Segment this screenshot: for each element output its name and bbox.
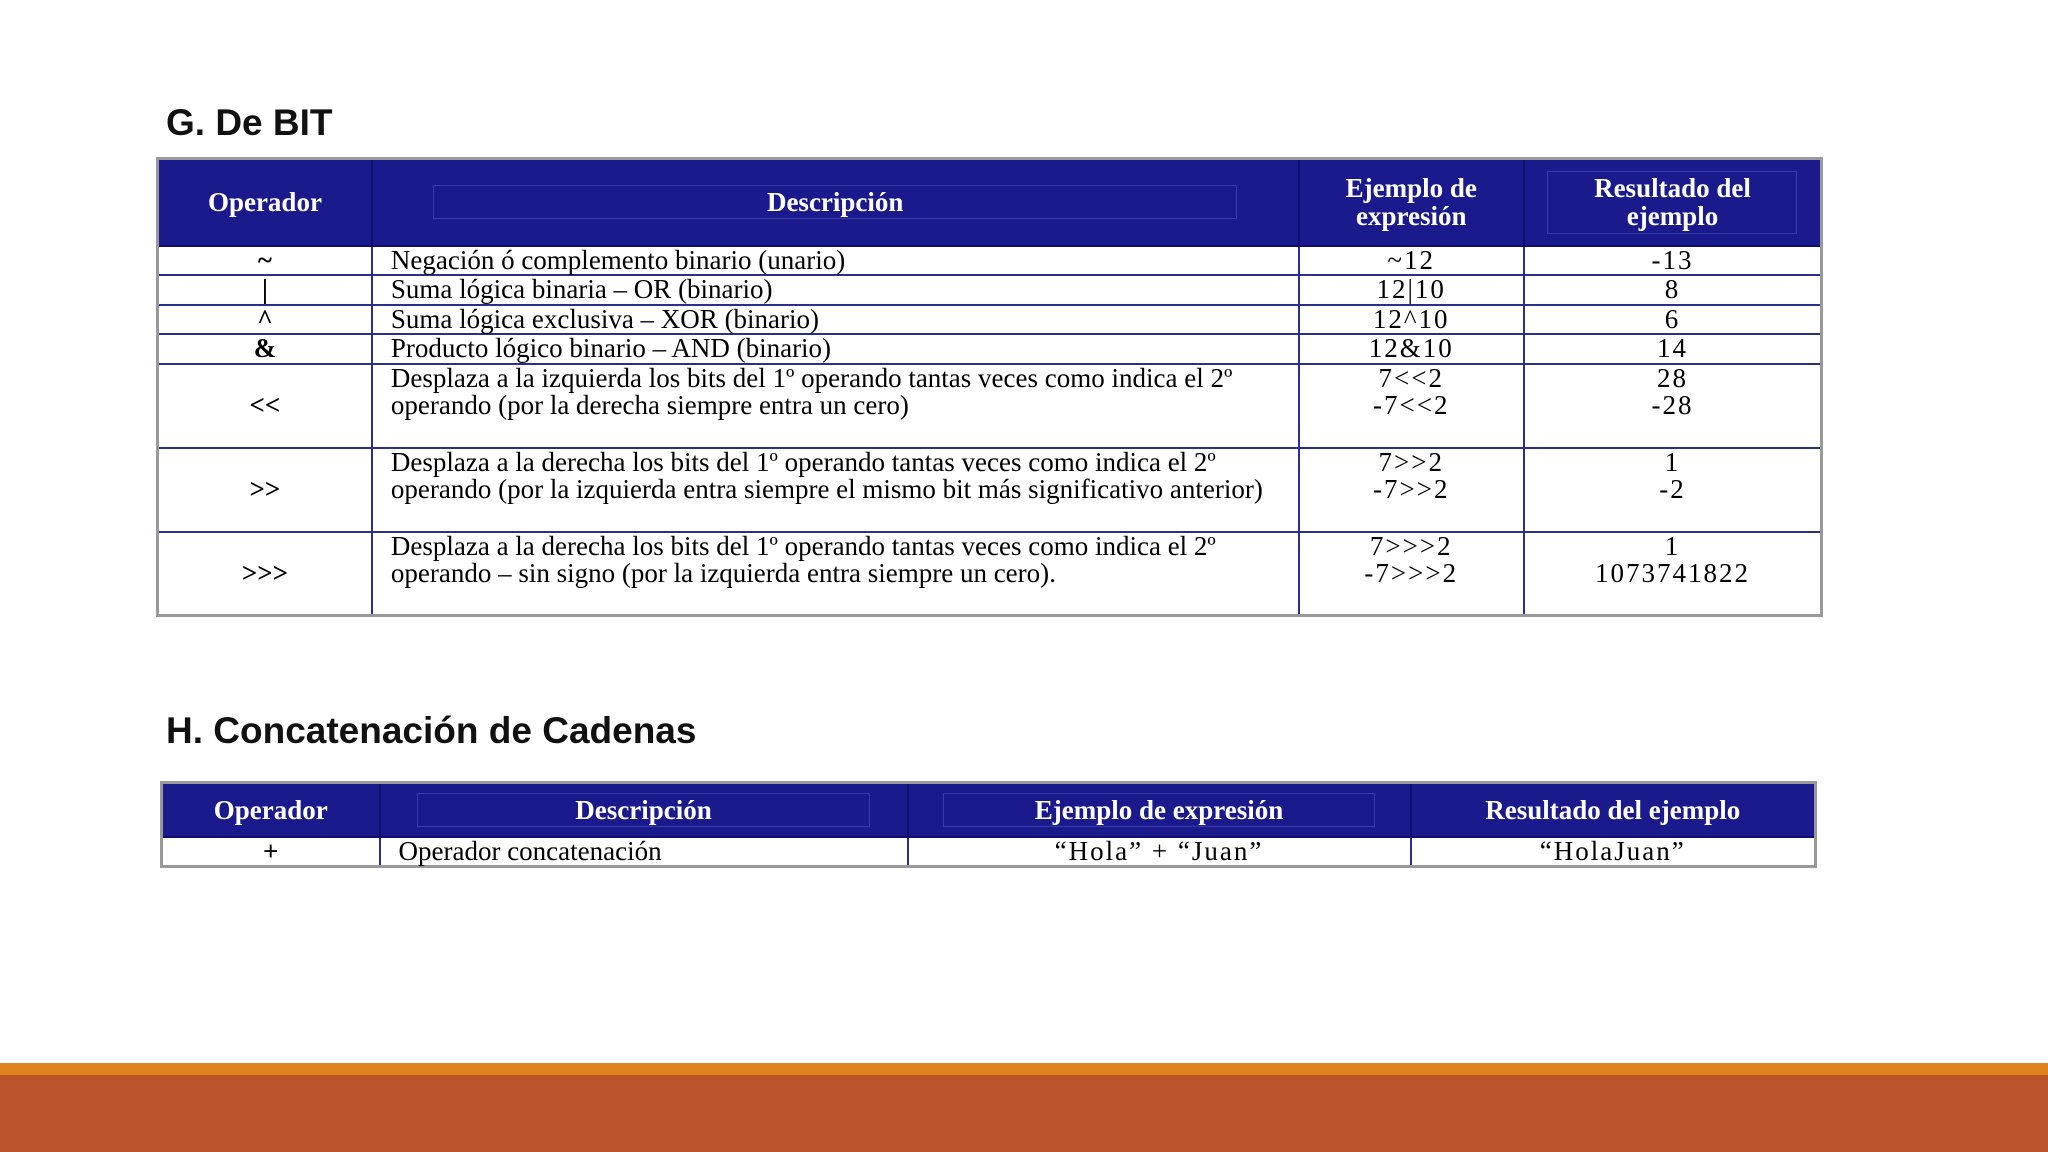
header-operador-label: Operador [213, 794, 328, 825]
table-header-row [162, 783, 1816, 837]
operator-cell: >>> [158, 532, 372, 616]
example-cell: 7>>>2 -7>>>2 [1299, 532, 1524, 616]
example-cell: 12|10 [1299, 275, 1524, 305]
operator-cell: & [158, 334, 372, 364]
header-operador [162, 783, 380, 837]
example-cell: ~12 [1299, 246, 1524, 276]
operator-cell: | [158, 275, 372, 305]
table-row [158, 246, 1822, 276]
table-row [158, 532, 1822, 616]
result-cell: 6 [1524, 305, 1822, 335]
description-cell: Producto lógico binario – AND (binario) [372, 334, 1299, 364]
table-header-row [158, 159, 1822, 246]
bit-operators-table [156, 157, 1823, 617]
header-ejemplo [908, 783, 1411, 837]
section-title-bit: G. De BIT [166, 102, 333, 143]
table-row [158, 364, 1822, 448]
operator-cell: + [162, 837, 380, 867]
table-row [158, 275, 1822, 305]
result-cell: 1 -2 [1524, 448, 1822, 532]
header-resultado-label: Resultado del ejemplo [1485, 794, 1741, 825]
operator-cell: ~ [158, 246, 372, 276]
operator-cell: ^ [158, 305, 372, 335]
header-ejemplo [1299, 159, 1524, 246]
result-cell: -13 [1524, 246, 1822, 276]
description-cell: Desplaza a la izquierda los bits del 1º operando tantas veces como indica el 2º operando (por la derecha siempre entra un cero) [372, 364, 1299, 448]
operator-cell: >> [158, 448, 372, 532]
description-cell: Desplaza a la derecha los bits del 1º operando tantas veces como indica el 2º operando – sin signo (por la izquierda entra siempre un cero). [372, 532, 1299, 616]
description-cell: Operador concatenación [380, 837, 908, 867]
footer-accent-bar [0, 1063, 2048, 1075]
table-row [158, 334, 1822, 364]
header-descripcion-label: Descripción [417, 793, 870, 827]
result-cell: 14 [1524, 334, 1822, 364]
example-cell: 7>>2 -7>>2 [1299, 448, 1524, 532]
header-ejemplo-label: Ejemplo de expresión [943, 793, 1374, 827]
description-cell: Suma lógica exclusiva – XOR (binario) [372, 305, 1299, 335]
header-operador-label: Operador [207, 187, 322, 218]
description-cell: Desplaza a la derecha los bits del 1º operando tantas veces como indica el 2º operando (por la izquierda entra siempre el mismo bit más significativo anterior) [372, 448, 1299, 532]
operator-cell: << [158, 364, 372, 448]
header-descripcion [372, 159, 1299, 246]
table-row [158, 305, 1822, 335]
header-ejemplo-label: Ejemplo de expresión [1345, 172, 1477, 232]
example-cell: 12&10 [1299, 334, 1524, 364]
footer-bar [0, 1075, 2048, 1152]
header-resultado-label: Resultado del ejemplo [1547, 171, 1797, 234]
result-cell: 1 1073741822 [1524, 532, 1822, 616]
header-resultado [1411, 783, 1816, 837]
result-cell: 8 [1524, 275, 1822, 305]
header-operador [158, 159, 372, 246]
example-cell: 7<<2 -7<<2 [1299, 364, 1524, 448]
section-title-concatenation: H. Concatenación de Cadenas [166, 710, 697, 751]
result-cell: 28 -28 [1524, 364, 1822, 448]
table-row [162, 837, 1816, 867]
header-descripcion [380, 783, 908, 837]
description-cell: Suma lógica binaria – OR (binario) [372, 275, 1299, 305]
table-row [158, 448, 1822, 532]
example-cell: 12^10 [1299, 305, 1524, 335]
concatenation-table [160, 781, 1817, 868]
header-descripcion-label: Descripción [433, 185, 1237, 219]
description-cell: Negación ó complemento binario (unario) [372, 246, 1299, 276]
header-resultado [1524, 159, 1822, 246]
example-cell: “Hola” + “Juan” [908, 837, 1411, 867]
result-cell: “HolaJuan” [1411, 837, 1816, 867]
